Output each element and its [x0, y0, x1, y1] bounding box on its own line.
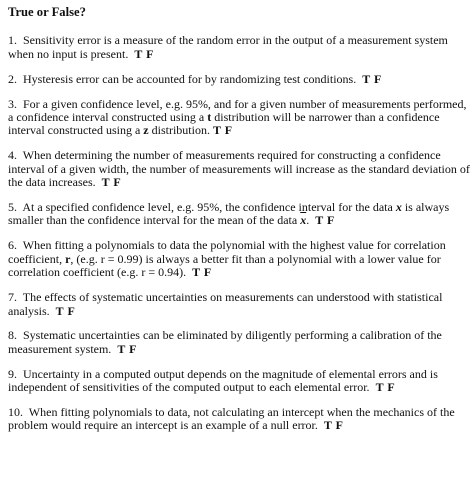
question-text-part: distribution will be narrower than a confidence interval constructed using a — [8, 110, 440, 138]
true-false-choice: T F — [375, 380, 396, 395]
quiz-title: True or False? — [8, 5, 86, 19]
question-number: 10. — [8, 405, 23, 420]
question-1 — [8, 34, 470, 61]
question-text: Uncertainty in a computed output depends on the magnitude of elemental errors and is independent of sensitivities of the computed output to each elemental error. — [8, 366, 438, 395]
question-text-part: distribution. — [151, 123, 210, 138]
question-text-part: is always smaller than the confidence interval for the mean of the data — [8, 200, 450, 228]
question-6 — [8, 239, 470, 279]
question-number: 4. — [8, 148, 17, 163]
question-text: Hysteresis error can be accounted for by randomizing test conditions. — [23, 71, 357, 86]
question-4 — [8, 149, 470, 189]
question-5 — [8, 201, 470, 228]
question-number: 6. — [8, 238, 17, 253]
question-9 — [8, 368, 470, 395]
quiz-page — [8, 6, 470, 444]
question-number: 2. — [8, 71, 17, 86]
question-text-part: For a given confidence level, e.g. 95%, and for a given number of measurements performed, a confidence interval constructed using a — [8, 96, 467, 125]
question-text: The effects of systematic uncertainties on measurements can understood with statistical analysis. — [8, 290, 443, 318]
true-false-choice: T F — [212, 123, 233, 138]
question-text: Systematic uncertainties can be eliminated by diligently performing a calibration of the measurement system. — [8, 328, 442, 356]
question-number: 3. — [8, 96, 17, 111]
question-text-part: . — [306, 213, 310, 228]
question-number: 1. — [8, 33, 17, 48]
question-number: 5. — [8, 200, 17, 215]
question-text: When fitting polynomials to data, not calculating an intercept when the mechanics of the problem would require an intercept is an example of a null error. — [8, 405, 455, 433]
question-number: 8. — [8, 328, 17, 343]
question-7 — [8, 291, 470, 318]
question-number: 7. — [8, 290, 17, 305]
true-false-choice: T F — [192, 265, 212, 280]
question-8 — [8, 329, 470, 356]
true-false-choice: T F — [315, 213, 335, 228]
question-text-part: When fitting a polynomials to data the polynomial with the highest value for correlation coefficient, — [8, 238, 446, 266]
x-variable-symbol: x — [395, 200, 402, 215]
question-3 — [8, 98, 470, 138]
true-false-choice: T F — [323, 418, 344, 433]
z-distribution-symbol: z — [143, 123, 149, 138]
true-false-choice: T F — [101, 175, 122, 190]
true-false-choice: T F — [117, 341, 137, 356]
t-distribution-symbol: t — [207, 110, 212, 125]
question-text: Sensitivity error is a measure of the random error in the output of a measurement system when no input is present. — [8, 33, 448, 61]
question-text-part: At a specified confidence level, e.g. 95%, the confidence interval for the data — [22, 200, 393, 215]
question-text-part: , (e.g. r = 0.99) is always a better fit than a polynomial with a lower value for correlation coefficient (e.g. r = 0.94). — [8, 251, 441, 280]
question-text: When determining the number of measurements required for constructing a confidence interval of a given width, the number of measurements will increase as the standard deviation of the data increases. — [8, 148, 470, 190]
x-bar-symbol: $\overline{x}$ — [300, 213, 307, 228]
question-2 — [8, 73, 470, 86]
r-variable-symbol: r — [65, 251, 71, 266]
true-false-choice: T F — [362, 71, 382, 86]
question-10 — [8, 406, 470, 433]
true-false-choice: T F — [55, 303, 76, 318]
question-number: 9. — [8, 366, 17, 381]
true-false-choice: T F — [134, 46, 154, 61]
